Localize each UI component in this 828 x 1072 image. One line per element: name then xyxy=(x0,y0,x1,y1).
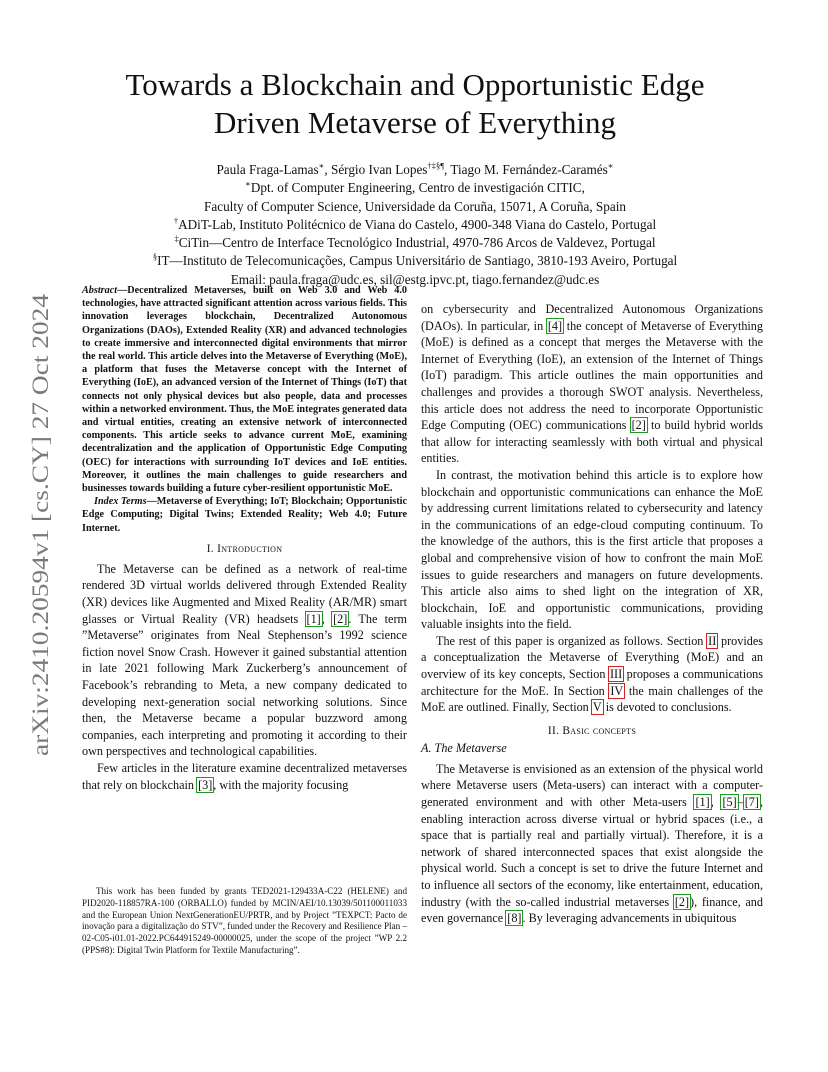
affiliation-line xyxy=(90,216,740,234)
section-link[interactable]: V xyxy=(592,700,602,715)
text: , with the majority focusing xyxy=(213,777,349,792)
author-name: Paula Fraga-Lamas xyxy=(216,162,319,177)
section-link[interactable]: IV xyxy=(610,683,624,698)
author-mark: ∗ xyxy=(318,160,325,171)
section-title: Introduction xyxy=(217,542,283,555)
citation-link[interactable]: [1] xyxy=(306,611,321,626)
index-terms-label: Index Terms xyxy=(94,496,147,508)
author-line: Paula Fraga-Lamas∗, Sérgio Ivan Lopes†‡§¶, Tiago M. Fernández-Caramés∗ xyxy=(216,160,614,177)
text: . The term ”Metaverse” originates from Neal Stephenson’s 1992 science fiction novel Snow Crash. However it gained substantial attention in late 2021 following Mark Zuckerberg’s announcement of Facebook’s rebranding to Meta, a new company dedicated to developing next-generation social networking solutions. Since then, the Metaverse became a popular buzzword among companies, each interpreting and promoting it according to their own perspectives and technological capabilities. xyxy=(82,611,408,759)
affiliation-text: CiTin—Centro de Interface Tecnológico Industrial, 4970-786 Arcos de Valdevez, Portugal xyxy=(178,235,656,251)
text: The Metaverse can be defined as a network of real-time rendered 3D virtual worlds delivered through Extended Reality (XR) devices like Augmented and Mixed Reality (AR/MR) smart glasses or Virtual Reality (VR) headsets xyxy=(82,561,407,626)
affiliation-line xyxy=(90,234,740,252)
text: Few articles in the literature examine decentralized metaverses that rely on blockchain xyxy=(82,760,407,792)
paragraph xyxy=(421,761,763,927)
affiliation-mark: † xyxy=(173,215,179,226)
abstract-text: —Decentralized Metaverses, built on Web 3.0 and Web 4.0 technologies, have attracted significant attention across various fields. This innovation leverages blockchain, Decentralized Autonomous Organizations (DAOs), Extended Reality (XR) and advanced technologies to create immersive and interconnected digital environments that mirror the real world. This article delves into the Metaverse of Everything (MoE), a platform that fuses the Metaverse concept with the Internet of Everything (IoE), an advanced version of the Internet of Things (IoT) that connects not only physical devices but also people, data and processes within a networked environment. Thus, the MoE integrates generated data and virtual entities, creating an extensive network of interconnected components. This article seeks to advance current MoE, examining decentralization and the application of Opportunistic Edge Computing (OEC) for interactions with surrounding IoT devices and IoE entities. Moreover, it outlines the main challenges to guide researchers and businesses towards building a future cyber-resilient opportunistic MoE. xyxy=(82,285,407,495)
citation-link[interactable]: [7] xyxy=(744,795,759,810)
affiliation-line xyxy=(90,198,740,216)
index-terms xyxy=(82,495,407,535)
paragraph xyxy=(421,301,763,467)
funding-footnote: This work has been funded by grants TED2021-129433A-C22 (HELENE) and PID2020-118857RA-100 (ORBALLO) funded by MCIN/AEI/10.13039/501100011033 and the European Union NextGenerationEU/PRTR, and by Project ”TEXPCT: Pacto de inovação para a digitalização do STV”, funded under the Recovery and Resilience Plan – 02-C05-i01.01-2022.PC644915249-00000025, under the scope of the project ”WP 2.2 (PPS#8): Digital Twin Platform for Textile Manufacturing”. xyxy=(82,886,407,955)
left-column xyxy=(82,284,407,793)
citation-link[interactable]: [1] xyxy=(695,795,710,810)
citation-link[interactable]: [4] xyxy=(547,318,563,333)
paper-title xyxy=(90,66,740,142)
abstract-label: Abstract xyxy=(82,285,118,296)
affiliation-text: Dpt. of Computer Engineering, Centro de investigación CITIC, xyxy=(250,180,585,196)
email-text: Email: paula.fraga@udc.es, sil@estg.ipvc.pt, tiago.fernandez@udc.es xyxy=(230,271,600,287)
text: is devoted to conclusions. xyxy=(602,700,732,715)
text: the concept of Metaverse of Everything (MoE) is defined as a concept that merges the Metaverse with the Internet of Everything (IoE), an extension of the Internet of Things (IoT) paradigm. This article outlines the main opportunities and challenges and provides a thorough SWOT analysis. Nevertheless, this article does not address the need to incorporate Opportunistic Edge Computing (OEC) communications xyxy=(421,318,763,433)
arxiv-id-text: arXiv:2410.20594v1 [cs.CY] 27 Oct 2024 xyxy=(28,359,54,756)
citation-link[interactable]: [3] xyxy=(198,777,213,792)
section-number: I. xyxy=(206,542,218,555)
text: The rest of this paper is organized as follows. Section xyxy=(436,633,708,648)
section-heading-introduction xyxy=(82,543,407,555)
affiliation-mark: § xyxy=(152,252,158,263)
author-name: Sérgio Ivan Lopes xyxy=(330,162,428,177)
affiliation-text: Faculty of Computer Science, Universidade da Coruña, 15071, A Coruña, Spain xyxy=(204,198,626,214)
subsection-heading: A. The Metaverse xyxy=(421,740,507,755)
text: , xyxy=(321,611,333,626)
text: to build hybrid worlds that allow for interacting seamlessly with both virtual and physical entities. xyxy=(421,418,763,466)
text: on cybersecurity and Decentralized Autonomous Organizations (DAOs). In particular, in xyxy=(421,302,763,333)
section-link[interactable]: III xyxy=(609,667,623,682)
author-mark: †‡§¶ xyxy=(427,160,445,171)
paragraph xyxy=(421,633,763,716)
section-heading-basic-concepts xyxy=(421,725,763,737)
citation-link[interactable]: [5] xyxy=(722,795,737,810)
arxiv-identifier xyxy=(8,290,60,760)
affiliation-text: IT—Instituto de Telecomunicações, Campus Universitário de Santiago, 3810-193 Aveiro, Portugal xyxy=(157,253,678,269)
title-line-1: Towards a Blockchain and Opportunistic Edge xyxy=(125,67,705,102)
citation-link[interactable]: [2] xyxy=(333,611,348,626)
affiliation-mark: ‡ xyxy=(174,233,179,244)
text: the main challenges of the MoE are outlined. Finally, Section xyxy=(421,683,764,715)
section-link[interactable]: II xyxy=(708,633,717,648)
paragraph xyxy=(82,561,407,760)
paragraph: In contrast, the motivation behind this article is to explore how blockchain and opportunistic communications can enhance the MoE by addressing current limitations related to cybersecurity and latency in the communications of an edge-cloud computing continuum. To the knowledge of the authors, this is the first article that proposes a global and comprehensive vision of how to confront the main MoE issues to guide researchers and managers on future developments. This article also aims to shed light on the integration of XR, blockchain, IoE and opportunistic communications, providing valuable insights into the field. xyxy=(421,467,763,632)
author-mark: ∗ xyxy=(607,160,614,171)
text: provides a conceptualization the Metaverse of Everything (MoE) and an overview of its key concepts, Section xyxy=(421,633,763,682)
citation-link[interactable]: [2] xyxy=(631,418,646,433)
text: The Metaverse is envisioned as an extension of the physical world where Metaverse users (Meta-users) can interact with a computer-generated environment and with other Meta-users xyxy=(421,761,763,810)
text: , enabling interaction across diverse virtual or hybrid spaces (i.e., a space that is partially real and partially virtual). Therefore, it is a network of shared interconnected spaces that exist alongside the physical world. Such a concept is set to drive the future Internet and to influence all sectors of the economy, like entertainment, education, industry (with the so-called industrial metaverses xyxy=(421,795,764,909)
citation-link[interactable]: [2] xyxy=(674,894,690,909)
title-line-2: Driven Metaverse of Everything xyxy=(213,105,616,140)
affiliation-mark: ∗ xyxy=(245,178,251,189)
text: proposes a communications architecture for the MoE. In Section xyxy=(421,667,764,698)
affiliation-line xyxy=(90,252,740,270)
paragraph xyxy=(82,760,407,793)
abstract xyxy=(82,284,407,495)
text: . By leveraging advancements in ubiquitous xyxy=(522,911,737,926)
right-column xyxy=(421,301,763,927)
citation-link[interactable]: [8] xyxy=(507,911,522,926)
text: , xyxy=(710,795,722,810)
affiliation-text: ADiT-Lab, Instituto Politécnico de Viana do Castelo, 4900-348 Viana do Castelo, Portugal xyxy=(178,216,657,232)
text: – xyxy=(737,795,744,810)
index-terms-text: —Metaverse of Everything; IoT; Blockchain; Opportunistic Edge Computing; Digital Twins; Extended Reality; Web 4.0; Future Internet. xyxy=(82,496,407,534)
author-block xyxy=(90,161,740,289)
text: ), finance, and even governance xyxy=(421,894,763,926)
section-title: Basic concepts xyxy=(562,724,637,737)
section-number: II. xyxy=(547,724,563,737)
author-name: Tiago M. Fernández-Caramés xyxy=(450,162,608,177)
affiliation-line xyxy=(90,179,740,197)
